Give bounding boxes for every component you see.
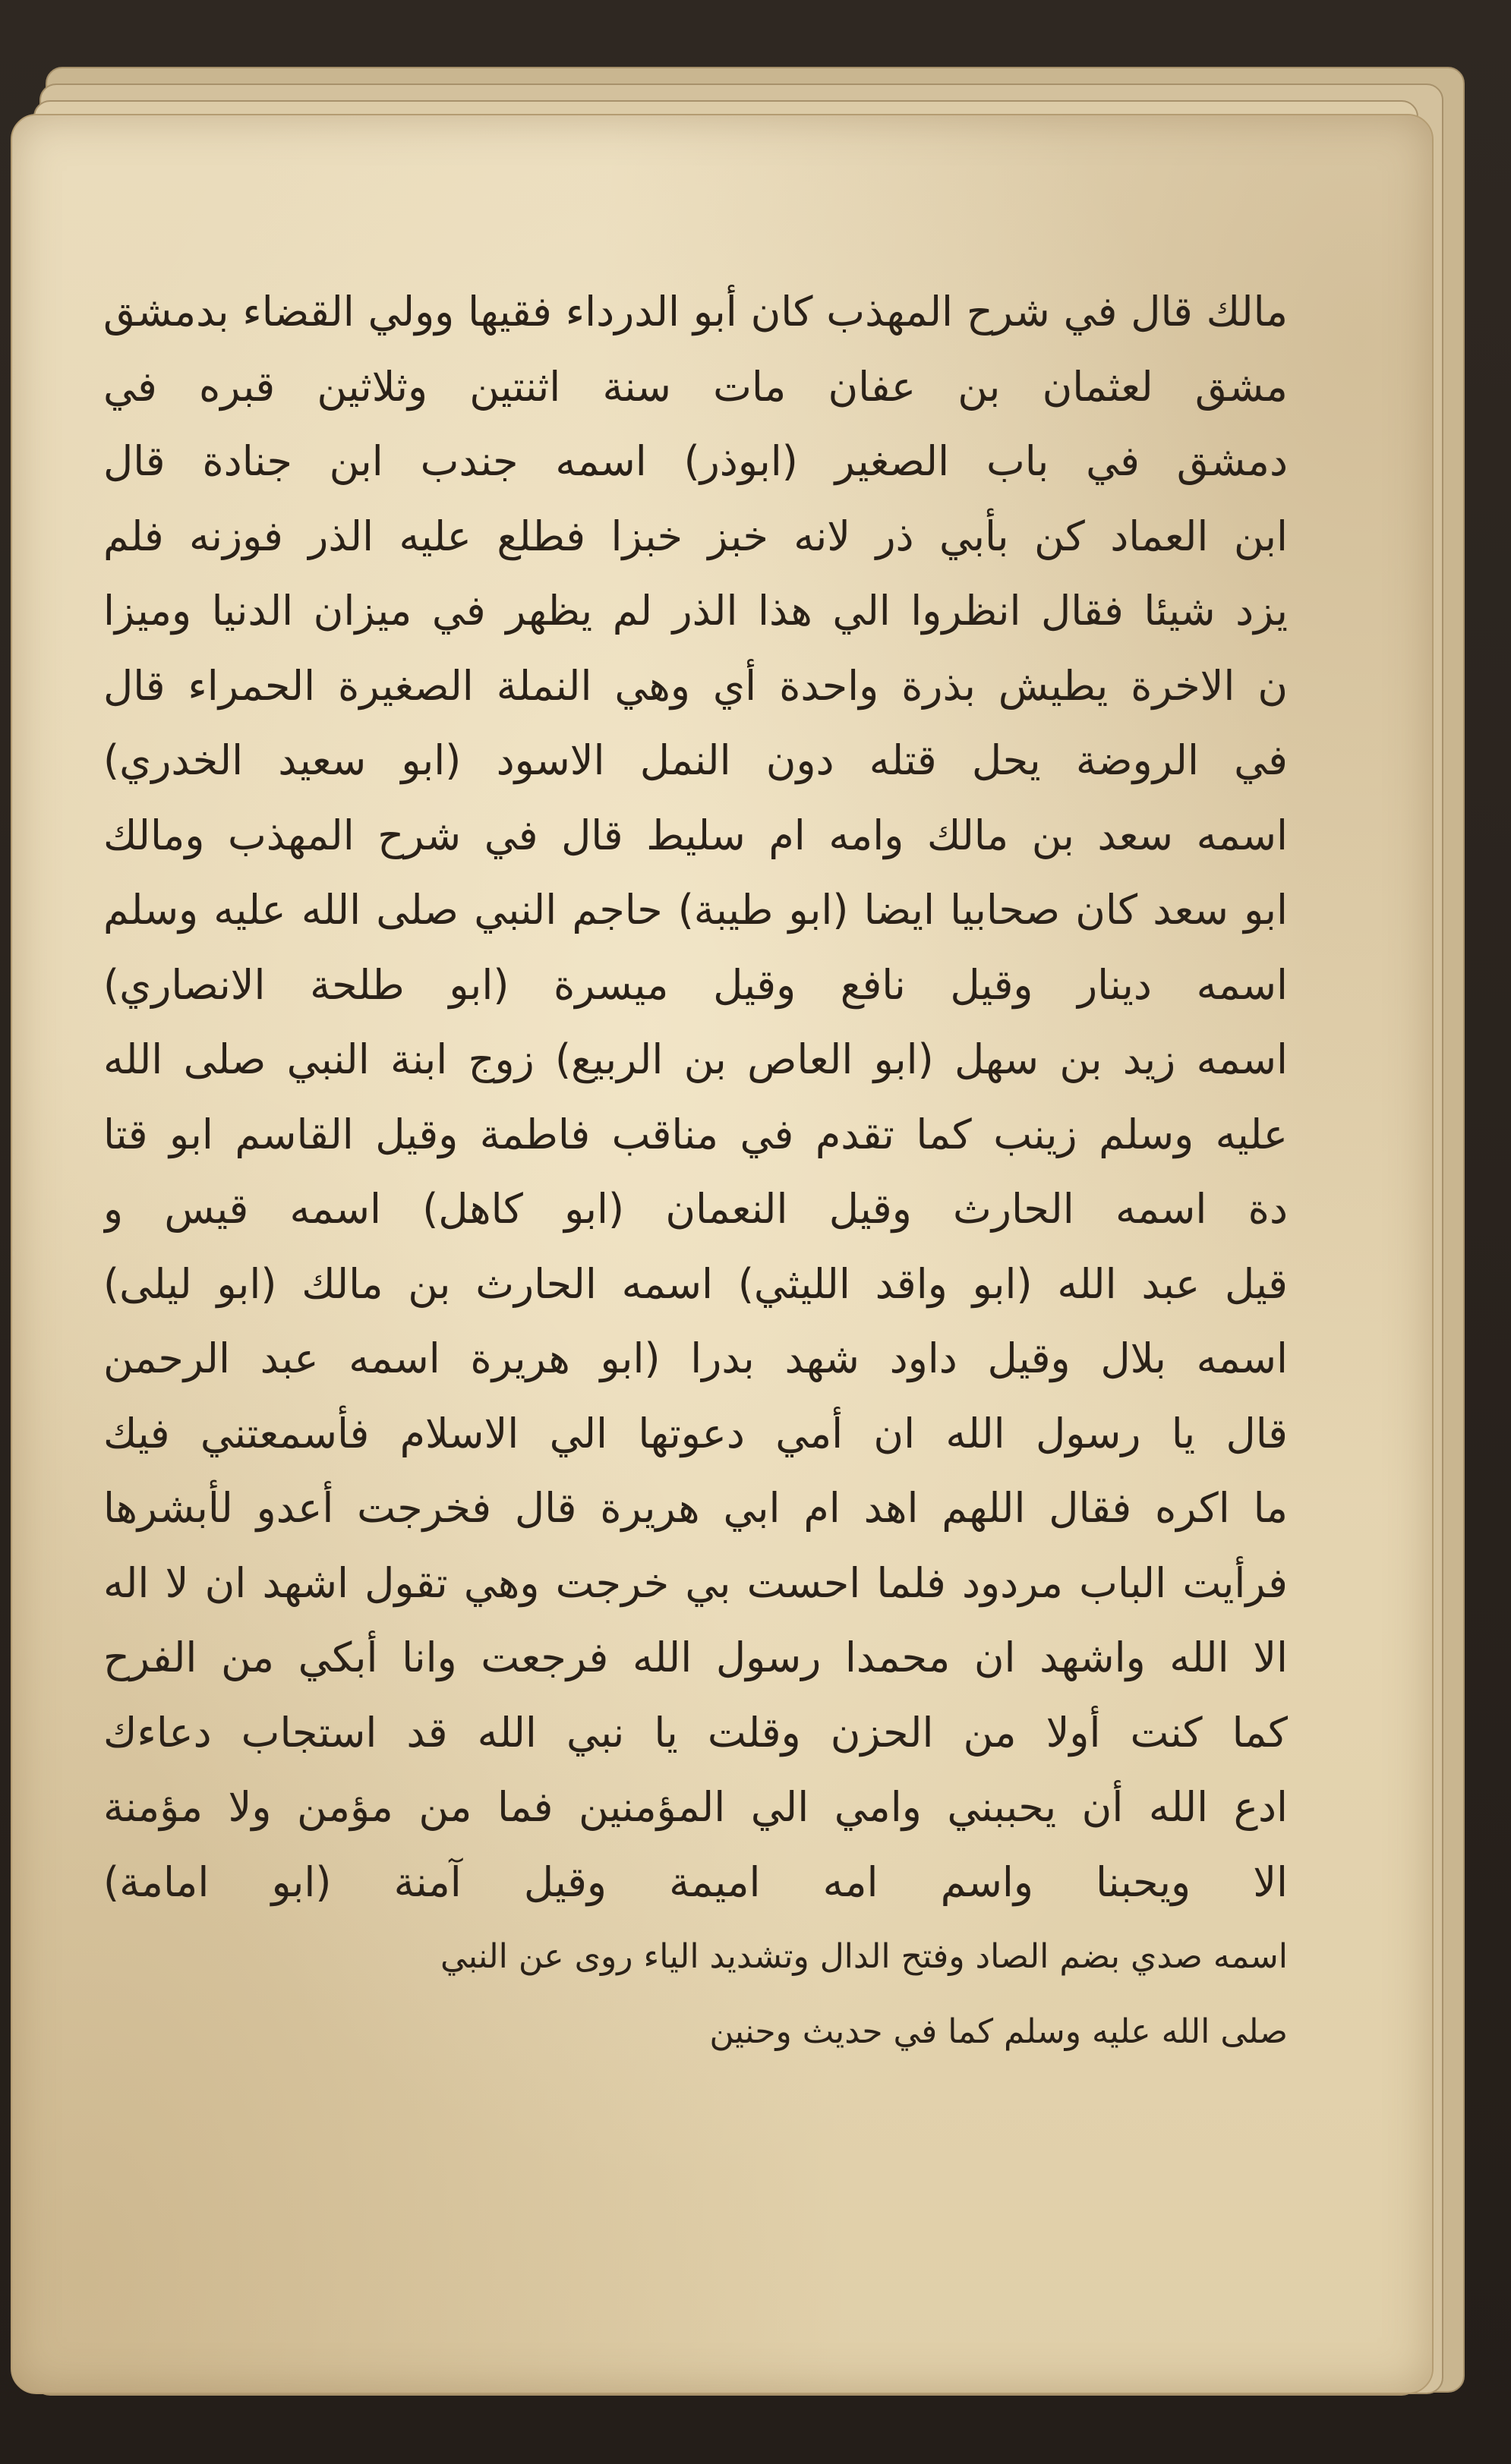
text-line: مالك قال في شرح المهذب كان أبو الدرداء فقيها وولي القضاء بدمشق <box>103 288 1288 336</box>
text-line: في الروضة يحل قتله دون النمل الاسود (ابو سعيد الخدري) <box>103 736 1288 784</box>
text-line: ن الاخرة يطيش بذرة واحدة أي وهي النملة الصغيرة الحمراء قال <box>103 661 1288 710</box>
text-line: ابن العماد كن بأبي ذر لانه خبز خبزا فطلع عليه الذر فوزنه فلم <box>103 512 1288 560</box>
text-line: اسمه دينار وقيل نافع وقيل ميسرة (ابو طلحة الانصاري) <box>103 960 1288 1009</box>
manuscript-page <box>11 114 1434 2394</box>
text-line: قال يا رسول الله ان أمي دعوتها الي الاسلام فأسمعتني فيك <box>103 1409 1288 1457</box>
text-line: الا ويحبنا واسم امه اميمة وقيل آمنة (ابو امامة) <box>103 1857 1288 1906</box>
text-line: ابو سعد كان صحابيا ايضا (ابو طيبة) حاجم النبي صلى الله عليه وسلم <box>103 886 1288 934</box>
text-line: فرأيت الباب مردود فلما احست بي خرجت وهي تقول اشهد ان لا اله <box>103 1558 1288 1607</box>
text-line: كما كنت أولا من الحزن وقلت يا نبي الله قد استجاب دعاءك <box>103 1708 1288 1757</box>
text-line: اسمه بلال وقيل داود شهد بدرا (ابو هريرة اسمه عبد الرحمن <box>103 1334 1288 1382</box>
text-line: صلى الله عليه وسلم كما في حديث وحنين <box>709 2012 1288 2051</box>
text-line: الا الله واشهد ان محمدا رسول الله فرجعت وانا أبكي من الفرح <box>103 1634 1288 1681</box>
text-line: عليه وسلم زينب كما تقدم في مناقب فاطمة وقيل القاسم ابو قتا <box>103 1110 1288 1158</box>
text-line: اسمه سعد بن مالك وامه ام سليط قال في شرح المهذب ومالك <box>103 811 1288 859</box>
text-line: اسمه صدي بضم الصاد وفتح الدال وتشديد الياء روى عن النبي <box>440 1937 1288 1976</box>
text-line: اسمه زيد بن سهل (ابو العاص بن الربيع) زوج ابنة النبي صلى الله <box>103 1035 1288 1083</box>
text-line: قيل عبد الله (ابو واقد الليثي) اسمه الحارث بن مالك (ابو ليلى) <box>103 1259 1288 1308</box>
text-line: يزد شيئا فقال انظروا الي هذا الذر لم يظهر في ميزان الدنيا وميزا <box>103 587 1288 635</box>
text-line: دمشق في باب الصغير (ابوذر) اسمه جندب ابن جنادة قال <box>103 437 1288 485</box>
text-line: مشق لعثمان بن عفان مات سنة اثنتين وثلاثين قبره في <box>103 362 1288 411</box>
manuscript-text <box>103 275 1288 2069</box>
text-line: دة اسمه الحارث وقيل النعمان (ابو كاهل) اسمه قيس و <box>103 1185 1288 1233</box>
text-line: ما اكره فقال اللهم اهد ام ابي هريرة قال فخرجت أعدو لأبشرها <box>103 1484 1288 1532</box>
text-line: ادع الله أن يحببني وامي الي المؤمنين فما من مؤمن ولا مؤمنة <box>103 1783 1288 1831</box>
